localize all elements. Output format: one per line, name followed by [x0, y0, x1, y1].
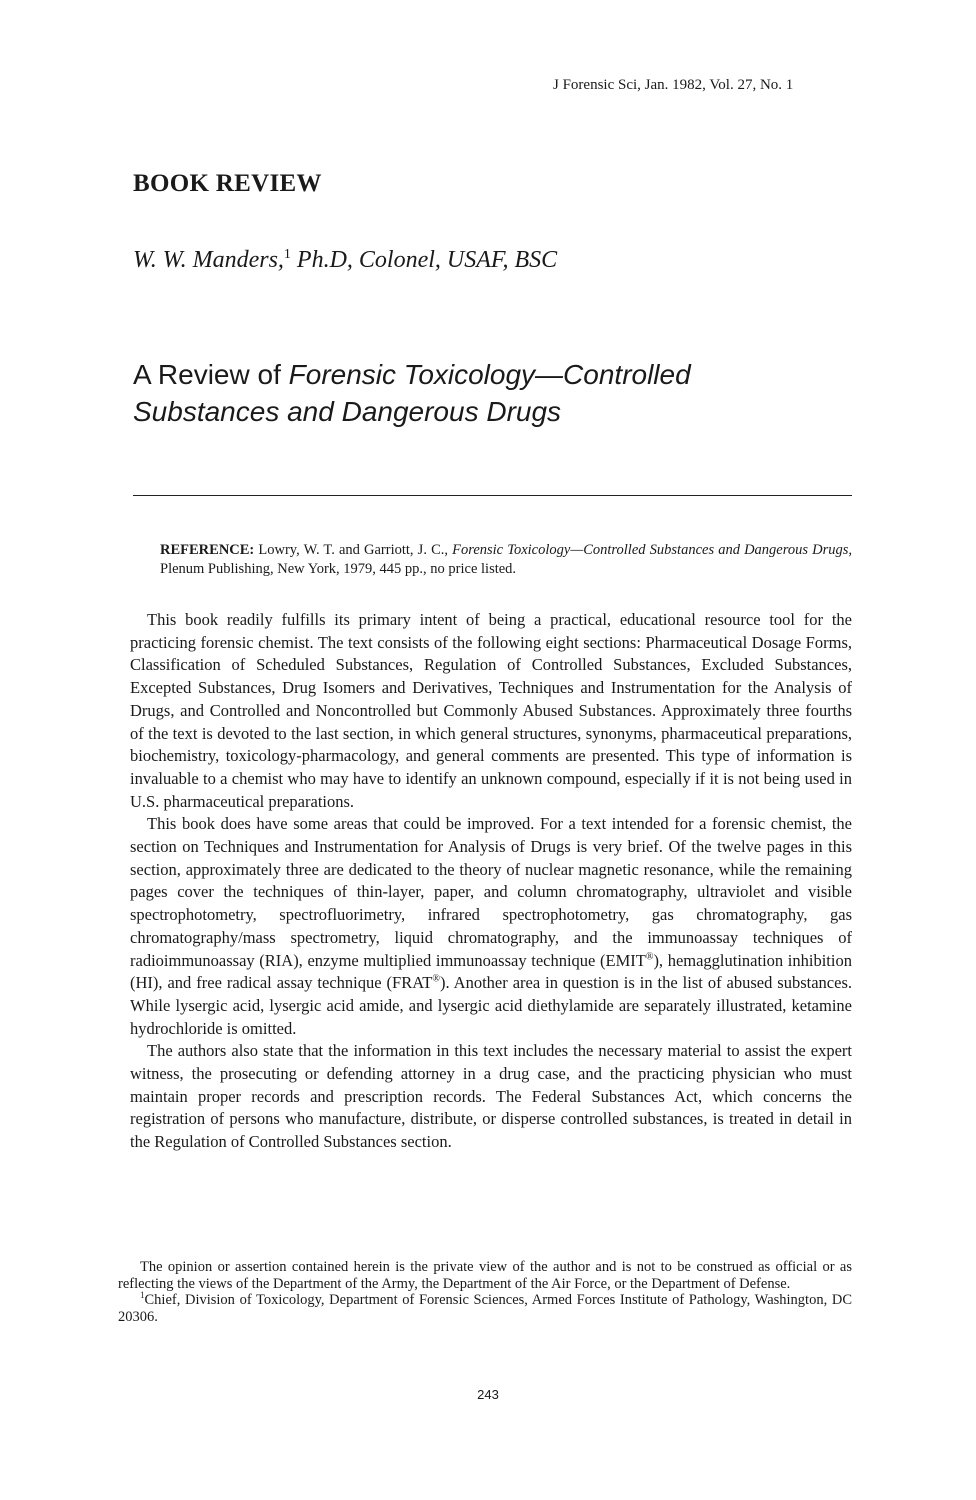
- author-footnote-mark: 1: [283, 247, 291, 262]
- author-credentials: Ph.D, Colonel, USAF, BSC: [290, 247, 558, 273]
- page-number: 243: [477, 1387, 499, 1402]
- affiliation-text: Chief, Division of Toxicology, Department of Forensic Sciences, Armed Forces Institute of Pathology, Washington, DC 20306.: [118, 1292, 852, 1326]
- book-title-line1: Forensic Toxicology—Controlled: [288, 359, 691, 390]
- reference-authors: Lowry, W. T. and Garriott, J. C.,: [254, 542, 453, 558]
- journal-citation: J Forensic Sci, Jan. 1982, Vol. 27, No. 1: [553, 77, 794, 93]
- article-title: [133, 356, 853, 430]
- reference-block: [160, 541, 852, 579]
- author-line: [133, 247, 557, 274]
- body-paragraph-3: The authors also state that the information in this text includes the necessary material to assist the expert witness, the prosecuting or defending attorney in a drug case, and the practicing physician who must maintain proper records and prescription records. The Federal Substances Act, which concerns the registration of persons who manufacture, distribute, or disperse controlled substances, is treated in detail in the Regulation of Controlled Substances section.: [130, 1041, 852, 1152]
- title-divider: [133, 495, 852, 496]
- reference-book-title: Forensic Toxicology—Controlled Substances and Dangerous Drugs,: [452, 542, 852, 558]
- paragraph-2-part-c: ). Another area in question is in the list of abused substances. While lysergic acid, lysergic acid amide, and lysergic acid diethylamide are separately illustrated, ketamine hydrochloride is omitted.: [130, 973, 852, 1038]
- footnote-affiliation: [118, 1292, 852, 1325]
- review-body: [130, 609, 852, 1154]
- registered-mark: ®: [432, 973, 440, 985]
- footnotes: [118, 1259, 852, 1326]
- book-title-line2: Substances and Dangerous Drugs: [133, 396, 562, 427]
- paragraph-2-part-b: ), hemagglutination inhibition (HI), and free radical assay technique (FRAT: [130, 950, 852, 993]
- author-name: W. W. Manders,: [133, 247, 284, 273]
- paragraph-2-part-a: This book does have some areas that could be improved. For a text intended for a forensic chemist, the section on Techniques and Instrumentation for Analysis of Drugs is very brief. Of the twelve pages in this section, approximately three are dedicated to the theory of nuclear magnetic resonance, while the remaining pages cover the techniques of thin-layer, paper, and column chromatography, ultraviolet and visible spectrophotometry, spectrofluorimetry, infrared spectrophotometry, gas chromatography, gas chromatography/mass spectrometry, liquid chromatography, and the immunoassay techniques of radioimmunoassay (RIA), enzyme multiplied immunoassay technique (EMIT: [130, 814, 852, 970]
- affiliation-footnote-mark: 1: [140, 1290, 145, 1301]
- reference-label: REFERENCE:: [160, 542, 255, 558]
- registered-mark: ®: [645, 951, 654, 963]
- title-prefix: A Review of: [133, 359, 289, 390]
- body-paragraph-1: This book readily fulfills its primary intent of being a practical, educational resource tool for the practicing forensic chemist. The text consists of the following eight sections: Pharmaceutical Dosage Forms, Classification of Scheduled Substances, Regulation of Controlled Substances, Excluded Substances, Excepted Substances, Drug Isomers and Derivatives, Techniques and Instrumentation for the Analysis of Drugs, and Controlled and Noncontrolled but Commonly Abused Substances. Approximately three fourths of the text is devoted to the last section, in which general structures, synonyms, pharmaceutical preparations, biochemistry, toxicology-pharmacology, and general comments are presented. This type of information is invaluable to a chemist who may have to identify an unknown compound, especially if it is not being used in U.S. pharmaceutical preparations.: [130, 610, 852, 811]
- reference-details: Plenum Publishing, New York, 1979, 445 pp., no price listed.: [160, 561, 517, 577]
- section-heading: BOOK REVIEW: [133, 170, 322, 197]
- footnote-disclaimer: The opinion or assertion contained herein is the private view of the author and is not to be construed as official or as reflecting the views of the Department of the Army, the Department of the Air Force, or the Department of Defense.: [118, 1259, 852, 1292]
- body-paragraph-2: [130, 813, 852, 1040]
